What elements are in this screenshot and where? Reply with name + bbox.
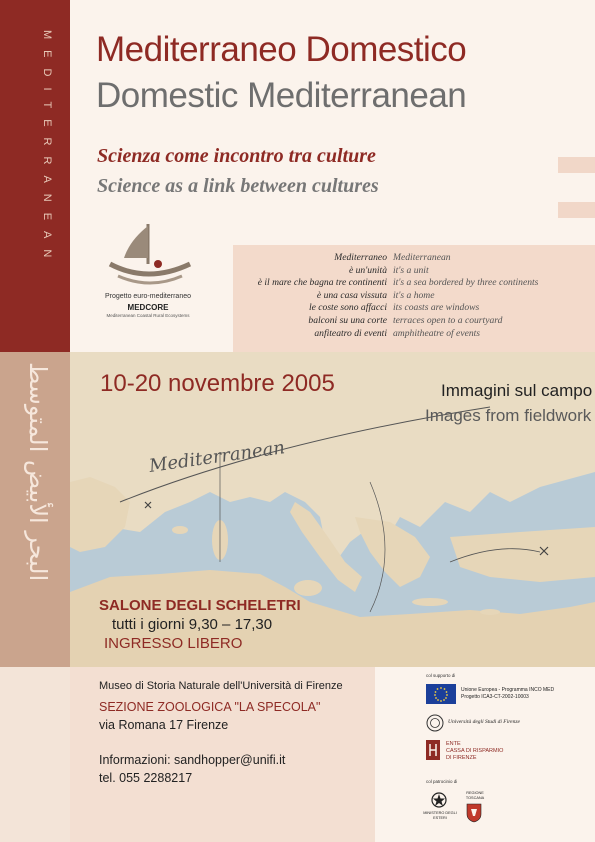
university-seal-icon — [426, 714, 444, 732]
poem-english: it's a home — [393, 289, 435, 301]
eu-flag-icon — [426, 684, 456, 704]
poem-line — [233, 290, 595, 303]
logo-caption: Progetto euro-mediterraneo — [105, 293, 191, 300]
tuscany-region-shield-icon — [466, 803, 482, 823]
ministry-name: MINISTERO DEGLI ESTERI — [423, 811, 457, 820]
decorative-stripe — [558, 202, 595, 218]
poem-english: Mediterranean — [393, 252, 451, 263]
vertical-mediterranean-text — [0, 20, 70, 350]
medcore-boat-logo — [100, 218, 196, 294]
poem-italian: balconi su una corte — [308, 314, 387, 326]
poem-line — [233, 302, 595, 315]
bank-line1: ENTE — [446, 741, 461, 747]
info-email[interactable]: Informazioni: sandhopper@unifi.it — [99, 753, 286, 767]
poem-line — [233, 265, 595, 278]
side-band-bottom — [0, 667, 70, 842]
poem-line — [233, 328, 595, 341]
italian-republic-emblem-icon — [430, 791, 448, 809]
eu-programme-line2: Progetto ICA3-CT-2002-10003 — [461, 694, 529, 700]
bank-logo-icon — [426, 740, 440, 760]
subtitle-italian: Scienza come incontro tra culture — [97, 145, 376, 167]
venue-name: SALONE DEGLI SCHELETRI — [99, 597, 301, 614]
street-address: via Romana 17 Firenze — [99, 718, 229, 732]
poem-italian: è un'unità — [348, 264, 387, 276]
poem-italian: Mediterraneo — [334, 252, 387, 263]
subtitle-english: Science as a link between cultures — [97, 175, 379, 197]
logo-tagline: Mediterranean Coastal Rural Ecosystems — [106, 313, 190, 318]
poem-english: it's a unit — [393, 264, 429, 276]
poem-line — [233, 252, 595, 265]
eu-programme-line1: Unione Europea - Programma INCO MED — [461, 687, 555, 693]
free-entry: INGRESSO LIBERO — [104, 635, 243, 652]
poem-english: amphitheatre of events — [393, 327, 481, 339]
poem-line — [233, 315, 595, 328]
poem-english: it's a sea bordered by three continents — [393, 277, 539, 289]
poem-italian: le coste sono affacci — [308, 302, 387, 314]
poem-english: its coasts are windows — [393, 302, 480, 314]
decorative-stripe — [558, 157, 595, 173]
poem-line — [233, 277, 595, 290]
poem-english: terraces open to a courtyard — [393, 314, 503, 326]
title-italian: Mediterraneo Domestico — [96, 30, 467, 69]
map-handwritten-label: Mediterranean — [147, 437, 287, 477]
poem-italian: è una casa vissuta — [316, 289, 387, 301]
university-name: Università degli Studi di Firenze — [448, 719, 520, 725]
bank-line2: CASSA DI RISPARMIO — [446, 748, 504, 754]
region-name: REGIONE TOSCANA — [465, 791, 485, 800]
svg-text:البحر الأبيض المتوسط: البحر الأبيض المتوسط — [24, 362, 52, 582]
fieldwork-english: Images from fieldwork — [425, 406, 592, 425]
logo-name: MEDCORE — [127, 303, 169, 312]
vertical-arabic-text — [0, 352, 70, 667]
opening-hours: tutti i giorni 9,30 – 17,30 — [112, 616, 273, 633]
poem-italian: anfiteatro di eventi — [314, 327, 387, 339]
support-label: col supporto di — [426, 673, 456, 678]
svg-text:MEDITERRANEAN: MEDITERRANEAN — [41, 30, 53, 269]
museum-name: Museo di Storia Naturale dell'Università di Firenze — [99, 680, 343, 692]
fieldwork-italian: Immagini sul campo — [441, 381, 593, 400]
poem-block — [233, 252, 595, 340]
bank-line3: DI FIRENZE — [446, 755, 477, 761]
event-dates: 10-20 novembre 2005 — [100, 370, 335, 397]
poem-italian: è il mare che bagna tre continenti — [257, 277, 387, 289]
title-english: Domestic Mediterranean — [96, 76, 467, 115]
section-name: SEZIONE ZOOLOGICA "LA SPECOLA" — [99, 700, 321, 714]
telephone: tel. 055 2288217 — [99, 771, 193, 785]
patronage-label: col patrocinio di — [426, 779, 458, 784]
